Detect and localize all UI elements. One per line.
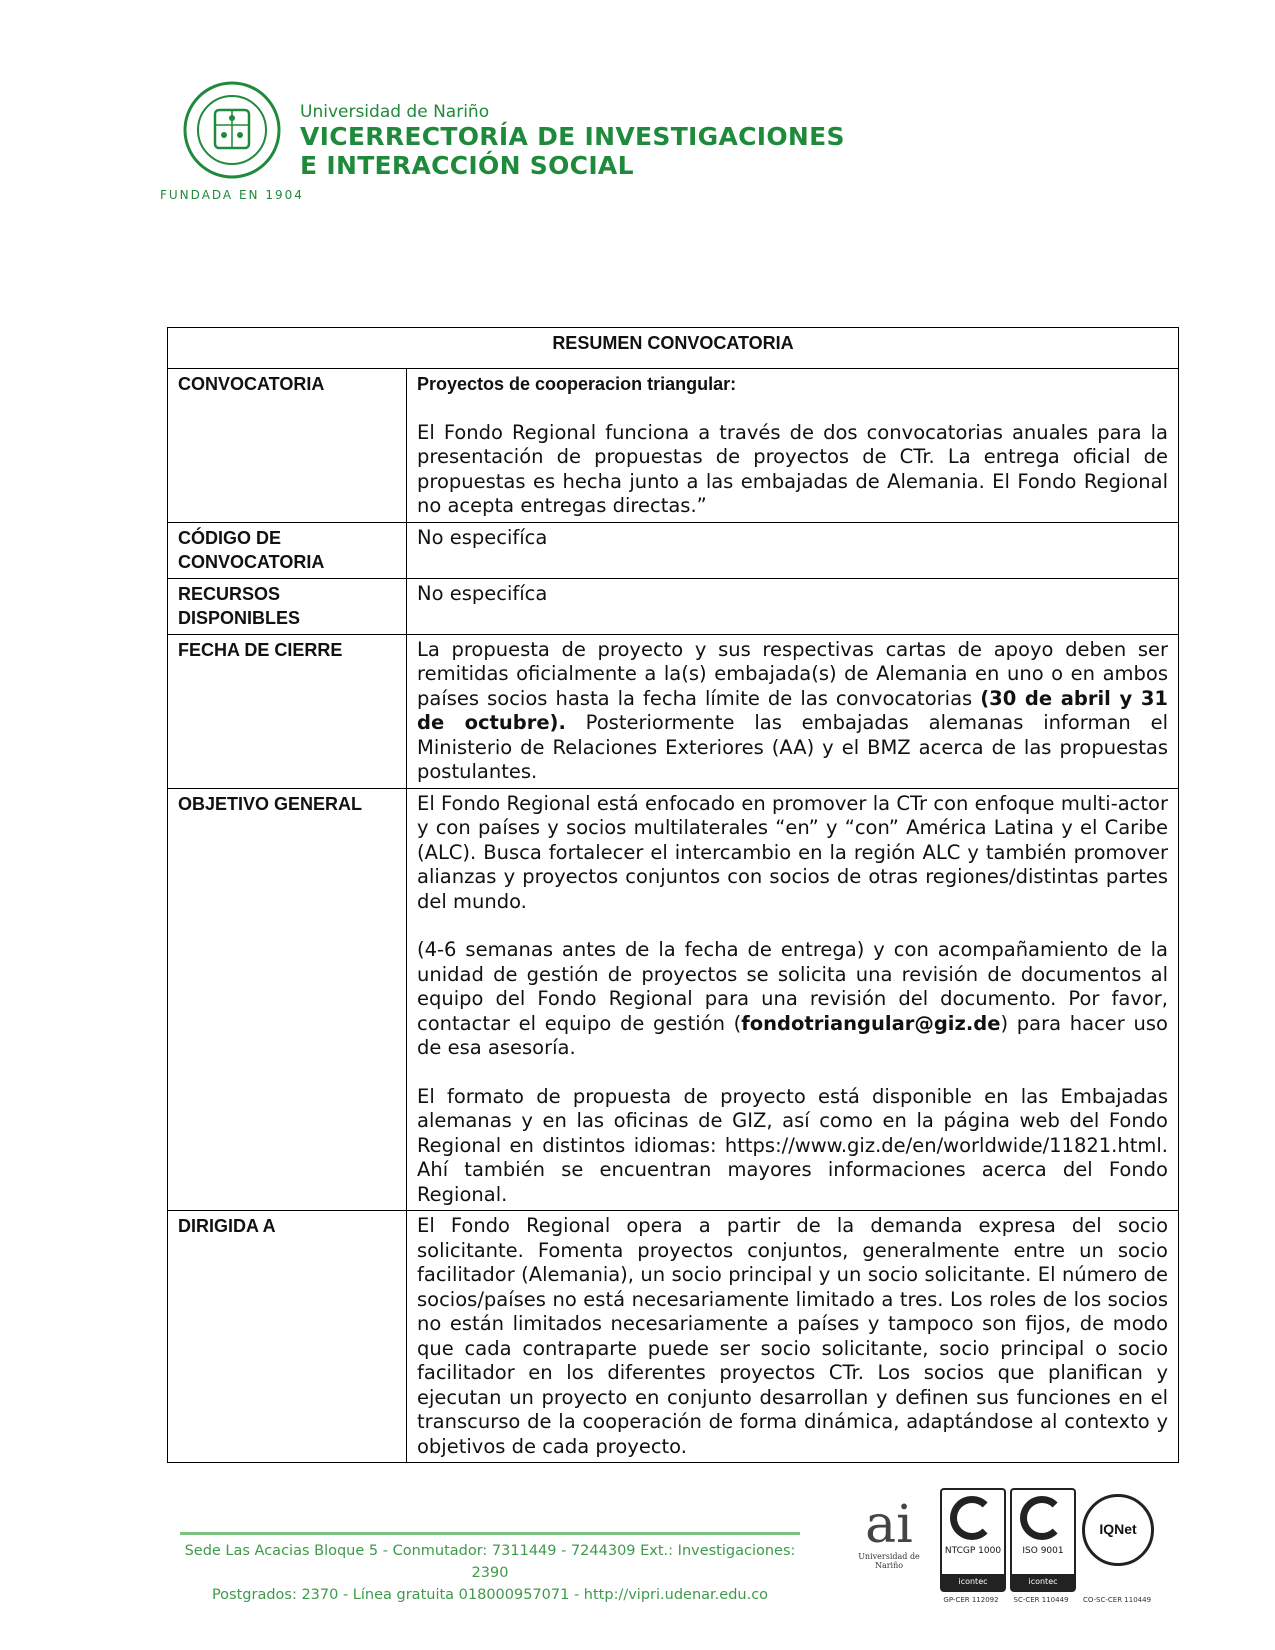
icontec-iso-badge (1010, 1488, 1076, 1592)
icontec-ntcgp-badge (940, 1488, 1006, 1592)
value-objetivo (407, 788, 1179, 1211)
cert-ntcgp-label: NTCGP 1000 (944, 1546, 1002, 1556)
label-codigo: CÓDIGO DE CONVOCATORIA (168, 522, 407, 578)
objetivo-paragraph-3: El formato de propuesta de proyecto está disponible en las Embajadas alemanas y en las oficinas de GIZ, así como en la página web del Fondo Regional en distintos idiomas: https://www.giz.de/en/worldwide/11821.html. Ahí también se encuentran mayores informaciones acerca del Fondo Regional. (417, 1084, 1168, 1206)
certification-logos (850, 1488, 1150, 1618)
icontec-c-icon (950, 1496, 994, 1540)
label-fecha: FECHA DE CIERRE (168, 634, 407, 788)
letterhead (160, 80, 860, 200)
fecha-text-b: Posteriormente las embajadas alemanas informan el Ministerio de Relaciones Exteriores (AA) y el BMZ acerca de las propuestas postulantes. (417, 711, 1168, 783)
row-convocatoria (168, 369, 1179, 523)
label-recursos: RECURSOS DISPONIBLES (168, 578, 407, 634)
footer-contact (180, 1540, 800, 1606)
call-summary-table (167, 327, 1179, 1463)
label-objetivo: OBJETIVO GENERAL (168, 788, 407, 1211)
footer-contact-line: Postgrados: 2370 - Línea gratuita 018000957071 - http://vipri.udenar.edu.co (211, 1587, 769, 1603)
objetivo-p2-text-b: ) para hacer uso de esa asesoría. (417, 1011, 1168, 1059)
cert-iqnet-code: CO-SC-CER 110449 (1082, 1596, 1152, 1604)
row-codigo (168, 522, 1179, 578)
value-codigo: No especifíca (407, 522, 1179, 578)
fecha-deadlines: (30 de abril y 31 de octubre). (417, 686, 1168, 734)
university-seal-icon (182, 80, 282, 180)
row-dirigida (168, 1211, 1179, 1463)
iqnet-label: IQNet (1099, 1521, 1137, 1537)
contact-email-link[interactable]: fondotriangular@giz.de (741, 1011, 1001, 1035)
value-convocatoria (407, 369, 1179, 523)
objetivo-paragraph-2 (417, 938, 1168, 1061)
label-convocatoria: CONVOCATORIA (168, 369, 407, 523)
cert-iso-code: SC-CER 110449 (1013, 1596, 1069, 1604)
institution-name (300, 102, 845, 180)
row-objetivo (168, 788, 1179, 1211)
table-title: RESUMEN CONVOCATORIA (168, 328, 1179, 369)
ai-logo-caption: Universidad de Nariño (858, 1552, 920, 1570)
department-line-1: VICERRECTORÍA DE INVESTIGACIONES (300, 122, 845, 151)
row-recursos (168, 578, 1179, 634)
iqnet-certified-badge (1082, 1494, 1154, 1566)
fecha-text-a: La propuesta de proyecto y sus respectivas cartas de apoyo deben ser remitidas oficialmente a la(s) embajada(s) de Alemania en uno o en ambos países socios hasta la fecha límite de las convocatorias (417, 637, 1168, 710)
footer-address-line: Sede Las Acacias Bloque 5 - Conmutador: 7311449 - 7244309 Ext.: Investigaciones: 2390 (184, 1543, 796, 1581)
icontec-label: icontec (1012, 1574, 1074, 1590)
row-fecha (168, 634, 1179, 788)
ai-logo-mark: ai (865, 1495, 913, 1555)
ai-accreditation-logo (850, 1495, 928, 1570)
value-recursos: No especifíca (407, 578, 1179, 634)
cert-ntcgp-code: GP-CER 112092 (943, 1596, 999, 1604)
value-dirigida: El Fondo Regional opera a partir de la demanda expresa del socio solicitante. Fomenta proyectos conjuntos, generalmente entre un socio facilitador (Alemania), un socio principal y un socio solicitante. El número de socios/países no está necesariamente limitado a tres. Los roles de los socios no están limitados necesariamente a países y tampoco son fijos, de modo que cada contraparte puede ser socio solicitante, socio principal o socio facilitador en los diferentes proyectos CTr. Los socios que planifican y ejecutan un proyecto en conjunto desarrollan y definen sus funciones en el transcurso de la cooperación de forma dinámica, adaptándose al contexto y objetivos de cada proyecto. (407, 1211, 1179, 1463)
founded-year: FUNDADA EN 1904 (160, 188, 304, 202)
objetivo-p2-text-a: (4-6 semanas antes de la fecha de entrega) y con acompañamiento de la unidad de gestión de proyectos se solicita una revisión de documentos al equipo del Fondo Regional para una revisión del documento. Por favor, contactar el equipo de gestión ( (417, 938, 1168, 1035)
university-name: Universidad de Nariño (300, 102, 490, 122)
call-subtitle: Proyectos de cooperacion triangular: (417, 374, 737, 394)
table-title-row (168, 328, 1179, 369)
icontec-label: icontec (942, 1574, 1004, 1590)
value-fecha (407, 634, 1179, 788)
footer-divider (180, 1532, 800, 1535)
call-description: El Fondo Regional funciona a través de dos convocatorias anuales para la presentación de propuestas de proyectos de CTr. La entrega oficial de propuestas es hecha junto a las embajadas de Alemania. El Fondo Regional no acepta entregas directas.” (417, 420, 1168, 517)
objetivo-paragraph-1: El Fondo Regional está enfocado en promover la CTr con enfoque multi-actor y con países y socios multilaterales “en” y “con” América Latina y el Caribe (ALC). Busca fortalecer el intercambio en la región ALC y también promover alianzas y proyectos conjuntos con socios de otras regiones/distintas partes del mundo. (417, 791, 1168, 913)
icontec-c-icon (1020, 1496, 1064, 1540)
cert-iso-label: ISO 9001 (1022, 1546, 1064, 1556)
department-line-2: E INTERACCIÓN SOCIAL (300, 151, 634, 180)
label-dirigida: DIRIGIDA A (168, 1211, 407, 1463)
